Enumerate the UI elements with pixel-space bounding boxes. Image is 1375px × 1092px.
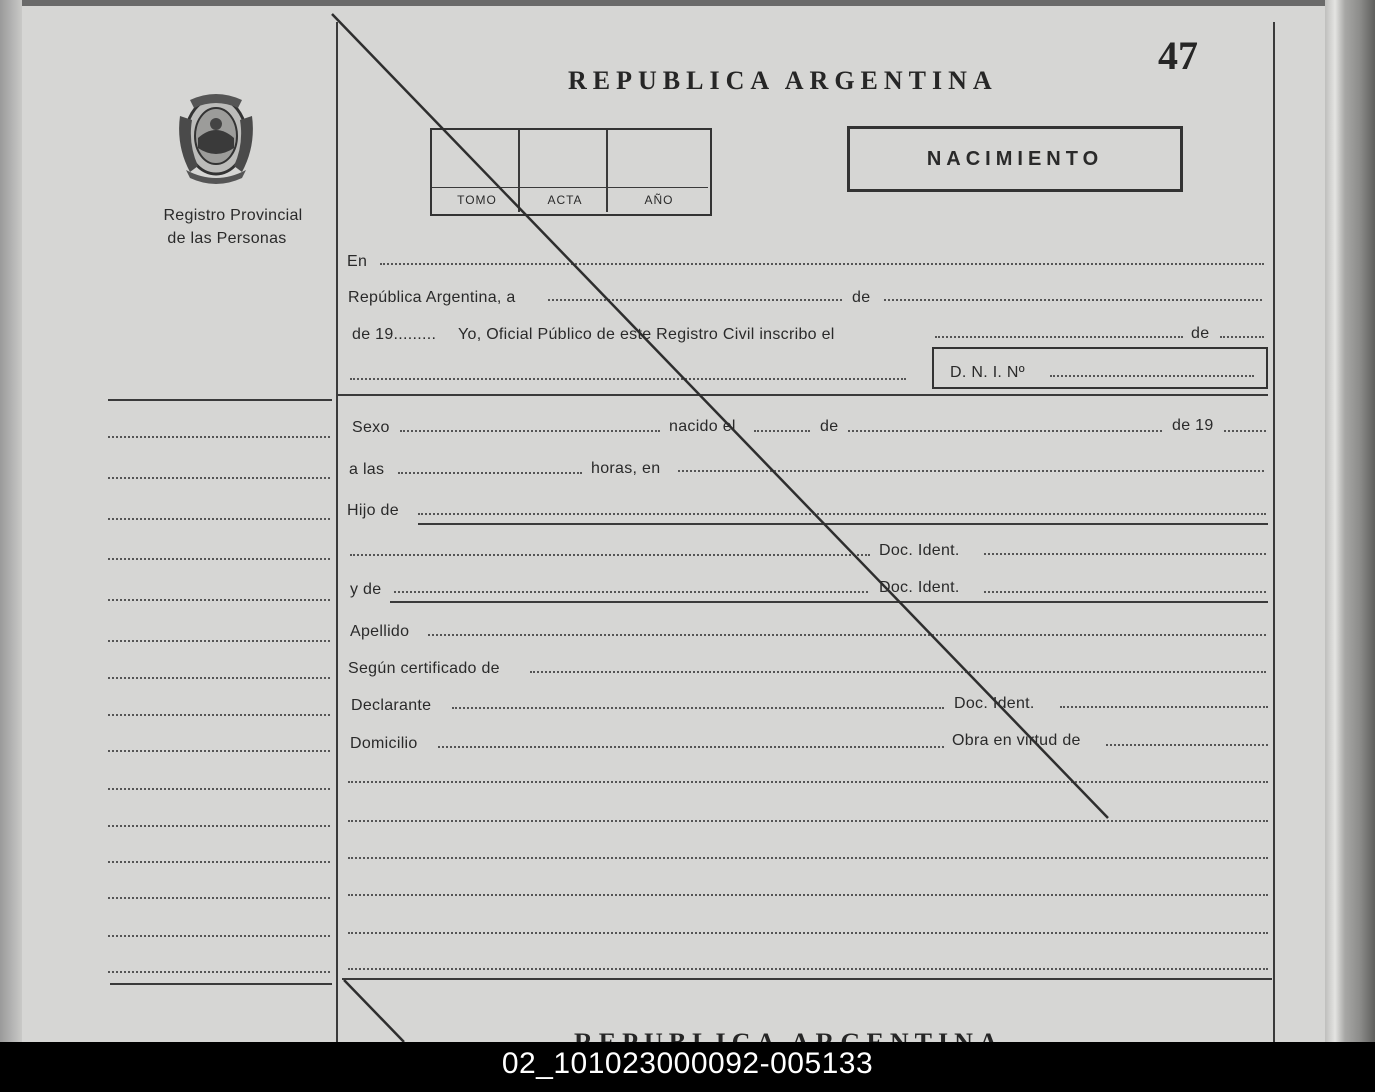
registry-name-line2: de las Personas xyxy=(167,230,287,247)
tomo-label: TOMO xyxy=(457,193,497,207)
en-label: En xyxy=(347,253,368,270)
declarante-label: Declarante xyxy=(351,697,432,714)
page-number: 47 xyxy=(1158,33,1198,78)
acta-label: ACTA xyxy=(547,193,583,207)
country-heading: REPUBLICA ARGENTINA xyxy=(568,66,998,95)
republica-label: República Argentina, a xyxy=(348,289,516,306)
birth-year-label: de 19 xyxy=(1172,417,1214,434)
horas-label: horas, en xyxy=(591,460,661,477)
obra-label: Obra en virtud de xyxy=(952,732,1081,749)
apellido-label: Apellido xyxy=(350,623,410,640)
cancellation-diagonal-line xyxy=(344,980,404,1042)
cancellation-diagonal-line xyxy=(332,14,1108,818)
registry-name-line1: Registro Provincial xyxy=(163,207,303,224)
scan-id-caption: 02_101023000092-005133 xyxy=(0,1042,1375,1092)
mother-doc-label: Doc. Ident. xyxy=(879,579,960,596)
alas-label: a las xyxy=(349,461,385,478)
declarante-doc-label: Doc. Ident. xyxy=(954,695,1035,712)
year-prefix-label: de 19......... xyxy=(352,326,437,343)
segun-label: Según certificado de xyxy=(348,660,500,677)
yde-label: y de xyxy=(350,581,382,598)
domicilio-label: Domicilio xyxy=(350,735,418,752)
inscribo-statement: Yo, Oficial Público de este Registro Civil inscribo el xyxy=(458,326,835,343)
de-label-1: de xyxy=(852,289,871,306)
nacido-label: nacido el xyxy=(669,418,736,435)
sexo-label: Sexo xyxy=(352,419,390,436)
dni-label: D. N. I. Nº xyxy=(950,364,1025,381)
hijo-label: Hijo de xyxy=(347,502,399,519)
ano-label: AÑO xyxy=(644,193,674,207)
de-label-3: de xyxy=(820,418,839,435)
de-label-2: de xyxy=(1191,325,1210,342)
record-type-box: NACIMIENTO xyxy=(847,126,1183,192)
father-doc-label: Doc. Ident. xyxy=(879,542,960,559)
